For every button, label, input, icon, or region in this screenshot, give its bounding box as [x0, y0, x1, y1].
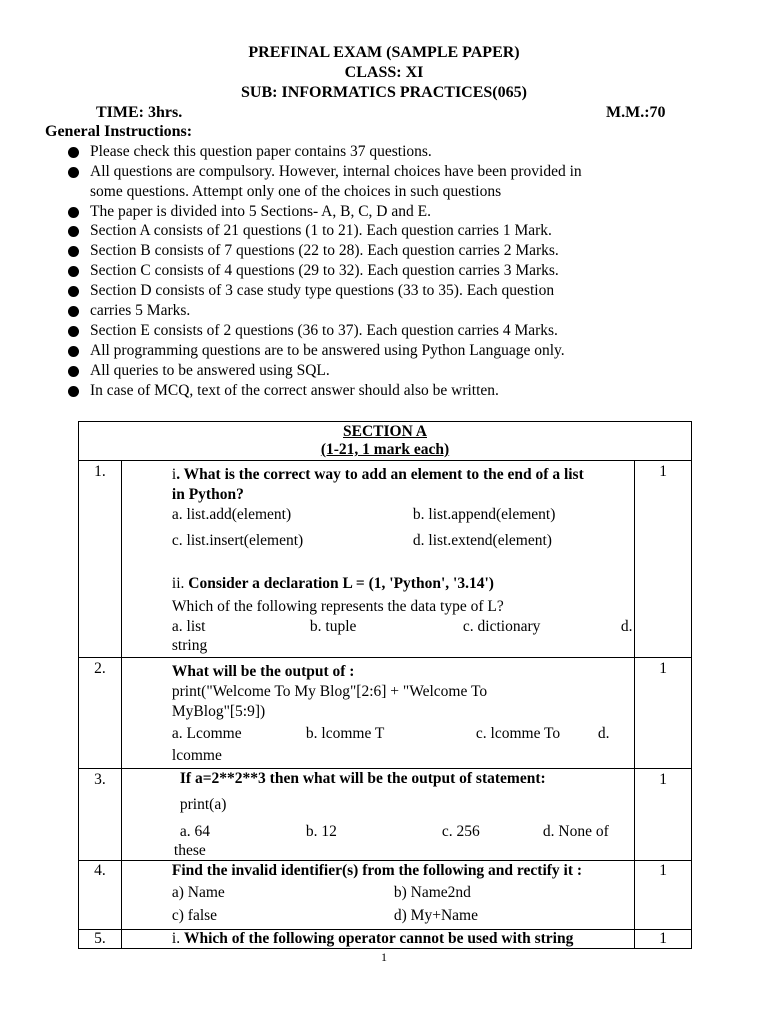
- list-item-continuation: some questions. Attempt only one of the choices in such questions: [90, 183, 502, 200]
- option-a: a) Name: [171, 884, 225, 901]
- section-title: SECTION A: [343, 423, 427, 440]
- option-d-cont: lcomme: [171, 747, 222, 764]
- option-d: d. list.extend(element): [412, 532, 552, 549]
- option-d-cont: these: [173, 842, 206, 859]
- section-header-row: [79, 422, 692, 461]
- bullet-icon: [68, 226, 79, 237]
- bullet-icon: [68, 386, 79, 397]
- option-d: d.: [620, 618, 633, 635]
- question-text: ii. Consider a declaration L = (1, 'Python', '3.14'): [171, 575, 494, 592]
- bullet-icon: [68, 266, 79, 277]
- exam-title: PREFINAL EXAM (SAMPLE PAPER): [248, 44, 520, 61]
- option-c: c. 256: [441, 823, 480, 840]
- section-subtitle: (1-21, 1 mark each): [320, 441, 450, 458]
- code-line: print("Welcome To My Blog"[2:6] + "Welcome To: [171, 683, 488, 700]
- question-prompt: Which of the following represents the data type of L?: [171, 598, 504, 615]
- option-b: b. list.append(element): [412, 506, 556, 523]
- question-number: 4.: [94, 862, 106, 879]
- question-text: Find the invalid identifier(s) from the following and rectify it :: [171, 862, 583, 879]
- code-line: MyBlog"[5:9]): [171, 703, 266, 720]
- question-number: 2.: [94, 660, 106, 677]
- code-line: print(a): [179, 796, 227, 813]
- option-a: a. list: [171, 618, 206, 635]
- question-number: 5.: [94, 930, 106, 947]
- option-c: c. lcomme To: [475, 725, 561, 742]
- question-text: What will be the output of :: [171, 663, 355, 680]
- question-marks: 1: [659, 930, 667, 947]
- option-d: d.: [597, 725, 610, 742]
- max-marks-label: M.M.:70: [606, 104, 666, 121]
- table-row: [79, 861, 692, 930]
- table-row: [79, 930, 692, 949]
- question-marks: 1: [659, 771, 667, 788]
- option-c: c) false: [171, 907, 218, 924]
- option-c: c. dictionary: [462, 618, 541, 635]
- bullet-icon: [68, 286, 79, 297]
- question-table: [78, 421, 692, 949]
- bullet-icon: [68, 326, 79, 337]
- bullet-icon: [68, 147, 79, 158]
- option-d-cont: string: [171, 637, 208, 654]
- page-number: 1: [381, 950, 387, 964]
- bullet-icon: [68, 366, 79, 377]
- option-d: d. None of: [542, 823, 609, 840]
- option-b: b. lcomme T: [305, 725, 385, 742]
- option-c: c. list.insert(element): [171, 532, 304, 549]
- question-number: 1.: [94, 463, 106, 480]
- bullet-icon: [68, 246, 79, 257]
- bullet-icon: [68, 207, 79, 218]
- option-b: b. tuple: [309, 618, 357, 635]
- question-marks: 1: [659, 862, 667, 879]
- question-number: 3.: [94, 771, 106, 788]
- question-text: i. What is the correct way to add an element to the end of a list: [171, 466, 584, 483]
- option-a: a. Lcomme: [171, 725, 242, 742]
- bullet-icon: [68, 167, 79, 178]
- question-text: If a=2**2**3 then what will be the output of statement:: [179, 770, 546, 787]
- table-row: [79, 658, 692, 769]
- time-label: TIME: 3hrs.: [96, 104, 183, 121]
- option-a: a. list.add(element): [171, 506, 292, 523]
- subject-label: SUB: INFORMATICS PRACTICES(065): [241, 84, 527, 101]
- bullet-icon: [68, 346, 79, 357]
- option-d: d) My+Name: [393, 907, 478, 924]
- bullet-icon: [68, 306, 79, 317]
- question-text-cont: in Python?: [171, 486, 244, 503]
- question-marks: 1: [659, 660, 667, 677]
- question-text: i. Which of the following operator cannot be used with string: [171, 930, 574, 947]
- question-marks: 1: [659, 463, 667, 480]
- instructions-heading: General Instructions:: [45, 123, 193, 140]
- option-a: a. 64: [179, 823, 211, 840]
- class-label: CLASS: XI: [344, 64, 424, 81]
- option-b: b. 12: [305, 823, 337, 840]
- table-row: [79, 461, 692, 658]
- table-row: [79, 769, 692, 861]
- option-b: b) Name2nd: [393, 884, 471, 901]
